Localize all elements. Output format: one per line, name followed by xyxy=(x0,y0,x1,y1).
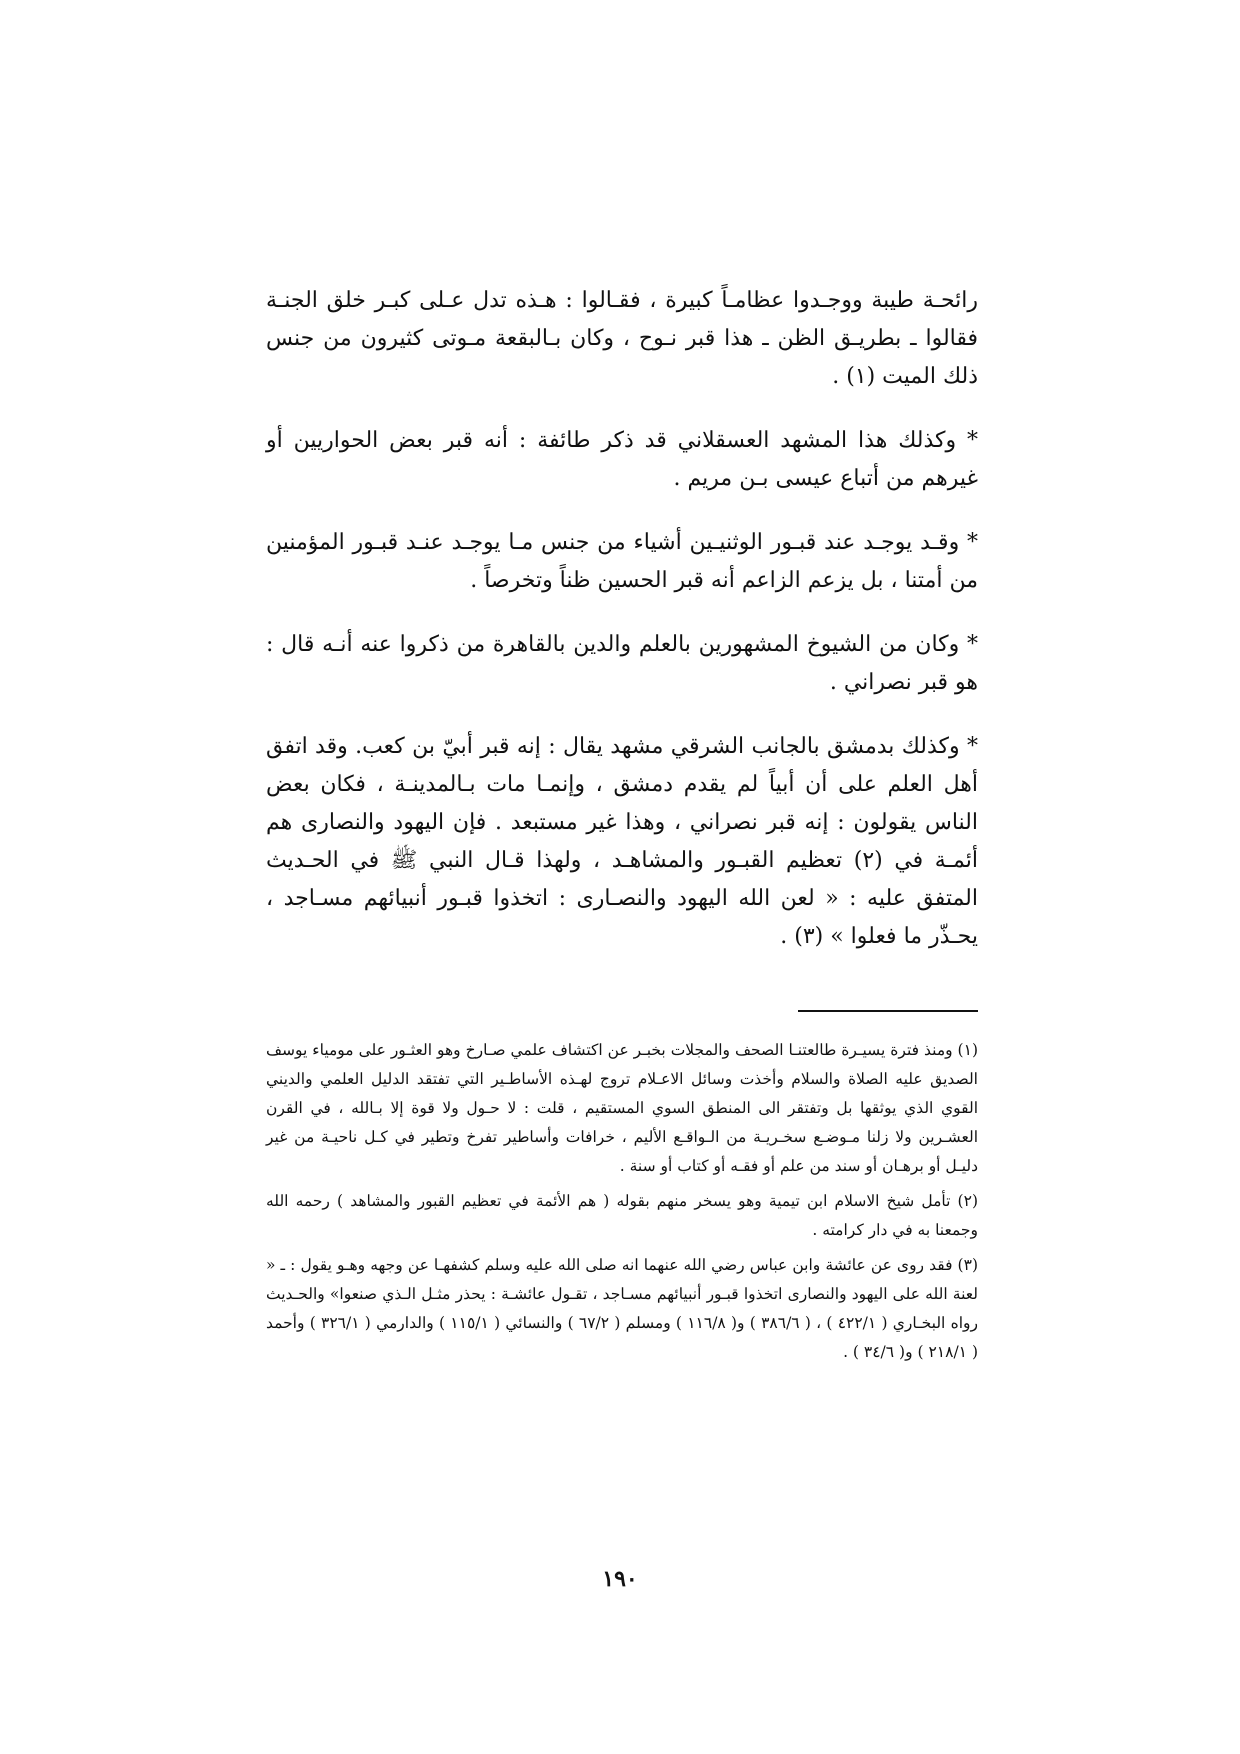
footnote-divider xyxy=(798,1010,978,1012)
footnote: (١) ومنذ فترة يسيـرة طالعتنـا الصحف والمجلات بخبـر عن اكتشاف علمي صـارخ وهو العثـور على مومياء يوسف الصديق عليه الصلاة والسلام وأخذت وسائل الاعـلام تروج لهـذه الأساطـير التي تفتقد الدليل العلمي والديني القوي الذي يوثقها بل وتفتقر الى المنطق السوي المستقيم ، قلت : لا حـول ولا قوة إلا بـالله ، في القرن العشـرين ولا زلنا مـوضـع سخـريـة من الـواقـع الأليم ، خرافات وأساطير تفرخ وتطير في كـل ناحيـة من غير دليـل أو برهـان أو سند من علم أو فقـه أو كتاب أو سنة . xyxy=(266,1041,978,1175)
paragraph: رائحـة طيبة ووجـدوا عظامـاً كبيرة ، فقـالوا : هـذه تدل عـلى كبـر خلق الجنـة فقالوا ـ بطريـق الظن ـ هذا قبر نـوح ، وكان بـالبقعة مـوتى كثيرون من جنس ذلك الميت (١) . xyxy=(266,288,978,389)
paragraph: * وكان من الشيوخ المشهورين بالعلم والدين بالقاهرة من ذكروا عنه أنـه قال : هو قبر نصراني . xyxy=(266,632,978,695)
main-text xyxy=(266,282,978,956)
paragraph: * وكذلك هذا المشهد العسقلاني قد ذكر طائفة : أنه قبر بعض الحواريين أو غيرهم من أتباع عيسى بـن مريم . xyxy=(266,428,978,491)
paragraph: * وكذلك بدمشق بالجانب الشرقي مشهد يقال : إنه قبر أبيّ بن كعب. وقد اتفق أهل العلم على أن أبياً لم يقدم دمشق ، وإنمـا مات بـالمدينـة ، فكان بعض الناس يقولون : إنه قبر نصراني ، وهذا غير مستبعد . فإن اليهود والنصارى هم أئمـة في (٢) تعظيم القبـور والمشاهـد ، ولهذا قـال النبي ﷺ في الحـديث المتفق عليه : « لعن الله اليهود والنصـارى : اتخذوا قبـور أنبيائهم مسـاجد ، يحـذّر ما فعلوا » (٣) . xyxy=(266,734,978,949)
footnote: (٢) تأمل شيخ الاسلام ابن تيمية وهو يسخر منهم بقوله ( هم الأئمة في تعظيم القبور والمشاهد ) رحمه الله وجمعنا به في دار كرامته . xyxy=(266,1192,978,1239)
page-number: ١٩٠ xyxy=(602,1566,638,1592)
footnotes xyxy=(266,1036,978,1373)
paragraph: * وقـد يوجـد عند قبـور الوثنيـين أشياء من جنس مـا يوجـد عنـد قبـور المؤمنين من أمتنا ، بل يزعم الزاعم أنه قبر الحسين ظناً وتخرصاً . xyxy=(266,530,978,593)
footnote: (٣) فقد روى عن عائشة وابن عباس رضي الله عنهما انه صلى الله عليه وسلم كشفهـا عن وجهه وهـو يقول : ـ « لعنة الله على اليهود والنصارى اتخذوا قبـور أنبيائهم مسـاجد ، تقـول عائشـة : يحذر مثـل الـذي صنعوا» والحـديث رواه البخـاري ( ٤٢٢/١ ) ، ( ٣٨٦/٦ ) و( ١١٦/٨ ) ومسلم ( ٦٧/٢ ) والنسائي ( ١١٥/١ ) والدارمي ( ٣٢٦/١ ) وأحمد ( ٢١٨/١ ) و( ٣٤/٦ ) . xyxy=(266,1256,979,1361)
